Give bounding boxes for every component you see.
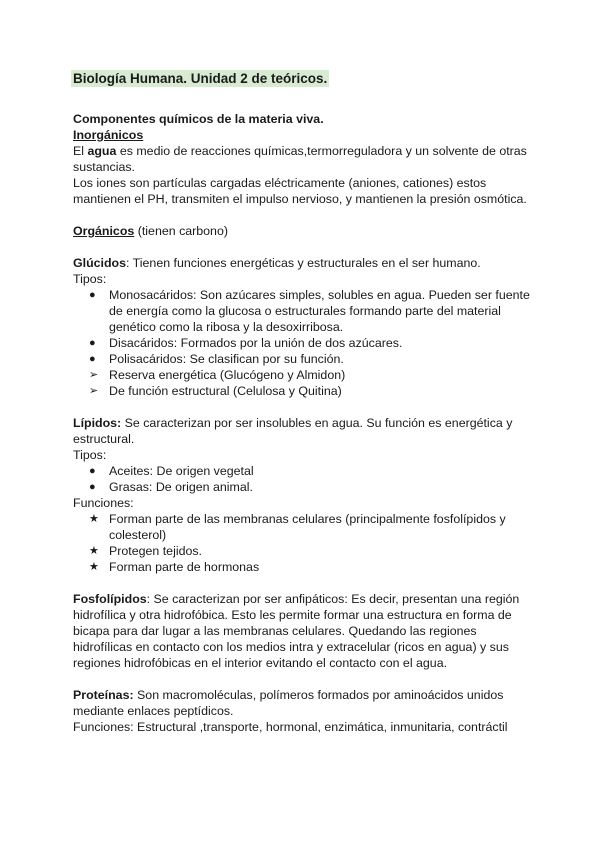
lipidos-tipos-list xyxy=(73,463,533,495)
lipidos-line: Lípidos: Se caracterizan por ser insolubles en agua. Su función es energética y xyxy=(73,416,513,430)
proteinas-line-1: Proteínas: Son macromoléculas, polímeros formados por aminoácidos unidos xyxy=(73,688,504,702)
fosfolipidos-line-2: hidrofílica y otra hidrofóbica. Esto les permite formar una estructura en forma de xyxy=(73,608,512,622)
star-bullet-icon: ★ xyxy=(89,513,99,525)
list-item: ➢ Reserva energética (Glucógeno y Almidon) xyxy=(89,368,346,382)
ions-line-1: Los iones son partículas cargadas eléctricamente (aniones, cationes) estos xyxy=(73,176,487,190)
bullet-icon: ● xyxy=(89,289,96,301)
lipidos-funciones-list xyxy=(73,511,533,575)
bullet-icon: ● xyxy=(89,353,96,365)
organic-heading-line xyxy=(73,223,533,239)
list-item: ● Disacáridos: Formados por la unión de dos azúcares. xyxy=(89,336,403,350)
fosfolipidos-term: Fosfolípidos xyxy=(73,592,147,606)
list-item: ★ Forman parte de hormonas xyxy=(89,560,260,574)
list-item: ● Aceites: De origen vegetal xyxy=(89,464,254,478)
glucidos-tipos-label: Tipos: xyxy=(73,272,107,286)
list-item: ● Grasas: De origen animal. xyxy=(89,480,253,494)
water-paragraph: El agua es medio de reacciones químicas,termorreguladora y un solvente de otras xyxy=(73,144,527,158)
document-title: Biología Humana. Unidad 2 de teóricos. xyxy=(73,71,328,86)
arrow-bullet-icon: ➢ xyxy=(89,369,99,381)
glucidos-line: Glúcidos: Tienen funciones energéticas y estructurales en el ser humano. xyxy=(73,256,481,270)
fosfolipidos-line-5: regiones hidrofóbicas en el interior evitando el contacto con el agua. xyxy=(73,656,448,670)
bullet-icon: ● xyxy=(89,337,96,349)
ions-line-2: mantienen el PH, transmiten el impulso nervioso, y mantienen la presión osmótica. xyxy=(73,192,527,206)
fosfolipidos-line-4: hidrofílicas en contacto con los medios intra y extracelular (ricos en agua) y sus xyxy=(73,640,509,654)
proteinas-term: Proteínas: xyxy=(73,688,134,702)
list-item: ★ Protegen tejidos. xyxy=(89,544,202,558)
proteinas-line-3: Funciones: Estructural ,transporte, hormonal, enzimática, inmunitaria, contráctil xyxy=(73,720,508,734)
list-item: ● Polisacáridos: Se clasifican por su función. xyxy=(89,352,344,366)
organic-heading: Orgánicos xyxy=(73,224,135,238)
arrow-bullet-icon: ➢ xyxy=(89,385,99,397)
fosfolipidos-line-3: bicapa para dar lugar a las membranas celulares. Quedando las regiones xyxy=(73,624,477,638)
list-item: ★ Forman parte de las membranas celulares (principalmente fosfolípidos y colesterol) xyxy=(89,512,506,542)
inorganic-heading: Inorgánicos xyxy=(73,128,144,142)
star-bullet-icon: ★ xyxy=(89,561,99,573)
document-page xyxy=(73,70,533,735)
glucidos-list xyxy=(73,287,533,399)
organic-note: (tienen carbono) xyxy=(134,224,228,238)
bullet-icon: ● xyxy=(89,465,96,477)
water-term: agua xyxy=(87,144,117,158)
list-item: ➢ De función estructural (Celulosa y Quitina) xyxy=(89,384,342,398)
fosfolipidos-line-1: Fosfolípidos: Se caracterizan por ser anfipáticos: Es decir, presentan una región xyxy=(73,592,520,606)
glucidos-term: Glúcidos xyxy=(73,256,127,270)
lipidos-line-2: estructural. xyxy=(73,432,135,446)
components-heading: Componentes químicos de la materia viva. xyxy=(73,112,324,126)
water-paragraph-cont: sustancias. xyxy=(73,160,135,174)
lipidos-term: Lípidos: xyxy=(73,416,122,430)
proteinas-line-2: mediante enlaces peptídicos. xyxy=(73,704,234,718)
bullet-icon: ● xyxy=(89,481,96,493)
lipidos-funciones-label: Funciones: xyxy=(73,496,134,510)
list-item: ● Monosacáridos: Son azúcares simples, solubles en agua. Pueden ser fuente de energía como la glucosa o estructurales formando parte del material genético como la ribosa y la desoxirribosa. xyxy=(89,288,530,334)
star-bullet-icon: ★ xyxy=(89,545,99,557)
lipidos-tipos-label: Tipos: xyxy=(73,448,107,462)
